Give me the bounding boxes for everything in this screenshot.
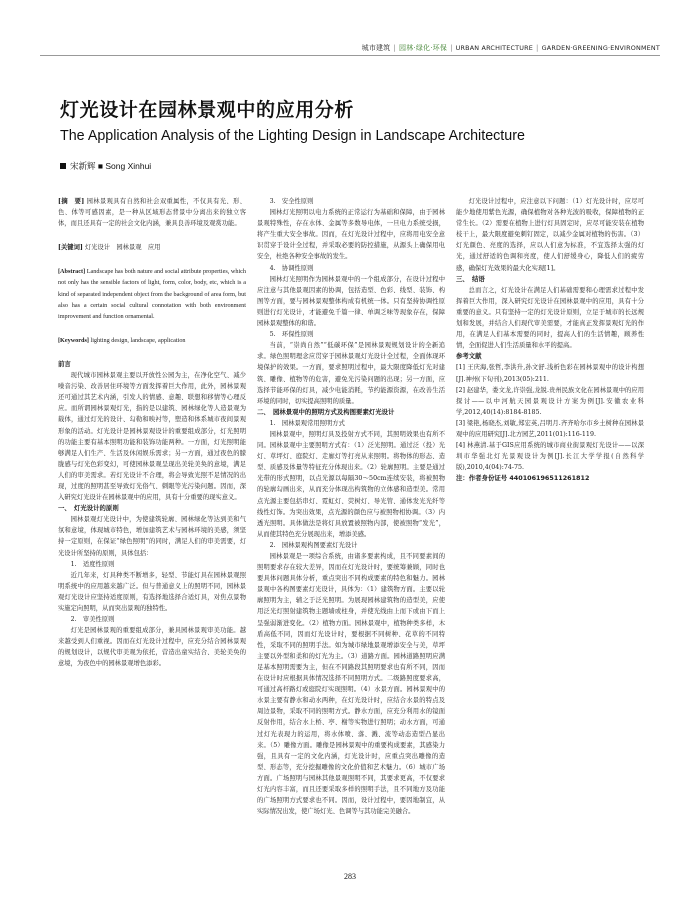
principle-3-heading: 3. 安全性原则 xyxy=(269,198,314,205)
section-2-1-heading: 1. 园林景观常用照明方式 xyxy=(269,419,345,427)
text-column-1 xyxy=(58,196,246,670)
principle-5-text: 当前，“崇尚自然”“低碳环保”是园林景观规划设计的全新追求。绿色照明理念应贯穿于园林景观灯光设计全过程，全面体现环境保护的效果。一方面，要求照明过程中，最大限度降低灯光对建筑、雕像、植物等的危害，避免光污染问题的出现；另一方面，应选择节能环保的灯具，减少电能消耗，节约能源资源，在改善生活环境的同时，切实提高照明的质量。 xyxy=(257,342,445,405)
keywords-zh xyxy=(58,242,246,253)
principle-2-heading: 2. 审美性原则 xyxy=(70,616,115,624)
abstract-text-zh: 园林景观具有自然和社会双重属性，不仅具有光、形、色、体等可感因素，是一种从区域形态背景中分离出来的独立客体，而且还具有一定的社会文化内涵，兼具良善环境及观赏功能。 xyxy=(58,198,246,228)
conclusion-text: 总而言之，灯光设计在满足人们基础需要和心理需求过程中发挥着巨大作用，深入研究灯光设计在园林景观中的应用，具有十分重要的意义。只有坚持一定的灯光设计原则，立足于城市的长远规划和发展，并结合人们现代审美需要，才能真正发挥景观灯光的作用，在满足人们基本需要的同时，提高人们的生活情趣，顾养性情，全面促进人们生活质量和水平的提高。 xyxy=(456,286,644,350)
principle-2-text: 灯光是园林景观的重要组成部分，兼具园林景观审美功能。越来越受到人们重视。因而在灯光设计过程中，应充分结合园林景观的规划设计，以规代审美观为依托，营造出童实结合、美轮美奂的意境，为夜色中的园林景观增色添彩。 xyxy=(58,627,246,668)
principle-4-text: 园林灯光照明作为园林景观中的一个组成部分，在设计过程中应注意与其他景观因素的协调，包括造型、色彩、线型、装饰、构图等方面，要与园林景观整体构成有机统一体。只有坚持协调性原则进行灯光设计，才能避免千篇一律、单调乏味等现象存在，保障园林景观整体的和谐。 xyxy=(257,275,445,328)
author-names: 宋新辉 ■ Song Xinhui xyxy=(70,161,152,171)
section-2-heading: 二、 园林景观中的照明方式及构图要素灯光设计 xyxy=(257,407,395,416)
abstract-label-zh: [摘 要] xyxy=(58,198,85,205)
abstract-en xyxy=(58,266,246,321)
text-column-2 xyxy=(257,196,445,817)
keywords-en xyxy=(58,335,246,346)
page-number: 283 xyxy=(344,872,356,881)
keywords-label-zh: [关键词] xyxy=(58,244,83,252)
reference-item: [4] 林燕清.基于GIS应用系统的城市商业街景观灯光设计——以深圳市华强北灯光景观设计为例[J].长江大学学报(自然科学版),2010,4(04):74-75. xyxy=(456,442,644,472)
abstract-text-en: Landscape has both nature and social attribute properties, which not only has the sensible factors of light, form, color, body, etc, which is a kind of separated independent object from the background of area form, but also has a certain social cultural connotation with both environment improvement and function ornamental. xyxy=(58,268,246,320)
running-head-section: 城市建筑 xyxy=(361,44,391,52)
references-heading: 参考文献 xyxy=(456,352,482,361)
keywords-text-zh: 灯光设计 园林景观 应用 xyxy=(84,244,161,252)
keywords-label-en: [Keywords] xyxy=(58,336,89,344)
abstract-zh xyxy=(58,196,246,229)
principle-3-text: 园林灯光照明以电力系统的正常运行为基础和保障，由于园林景观特殊性，存在水体、金属等多数导电体，一旦电力系统受损，将产生重大安全事故。因而，在灯光设计过程中，应将用电安全意识贯穿于设计全过程，并采取必要的防控措施，从源头上确保用电安全，杜绝各种安全事故的发生。 xyxy=(257,209,445,261)
article-title-zh: 灯光设计在园林景观中的应用分析 xyxy=(60,99,355,121)
foreword-paragraph: 现代城市园林景观主要以开放性公园为主，在净化空气、减少噪音污染、改善居住环境等方面发挥着巨大作用，此外，园林景观还可通过其艺术内涵，引发人的情感、意趣、联想和移情等心理反应。而所谓园林景观灯光，指的是以建筑、园林绿化等人造景观为载体，通过灯光的设计、勾勒和映衬等，塑造和体系城市夜间景观形象的活动。灯光设计是园林景观设计的重要组成部分，灯光照明的功能主要有基本照明功能和装饰功能两种。一方面，灯光照明能够满足人们生产、生活及休闲娱乐需求；另一方面，通过夜色的朦胧感与灯光色彩变幻，可使园林景观呈现出美轮美奂的意境，满足人们的审美需求。若灯光设计不合理，将会导致光照不足情况的出现，过度的照明甚至导致灯光俗气、刺眼等光污染问题。因而，深入研究灯光设计在园林景观中的应用，具有十分重要的现实意义。 xyxy=(58,372,246,502)
header-divider xyxy=(40,55,660,56)
section-1-heading: 一、 灯光设计的原则 xyxy=(58,504,119,513)
keywords-text-en: lighting design, landscape, application xyxy=(90,336,186,344)
article-authors xyxy=(60,160,151,172)
running-head-topic-en: GARDEN·GREENING·ENVIRONMENT xyxy=(541,44,660,52)
section-3-heading: 三、 结语 xyxy=(456,274,485,283)
author-square-bullet xyxy=(60,163,66,169)
principle-5-heading: 5. 环保性原则 xyxy=(269,331,314,339)
section-1-intro: 园林景观灯光设计中，为使建筑轮廓、园林绿化等达到美和气氛和意境，体现城市特色，增加建筑艺术与园林环境的美感，须坚持一定原则，在保证“绿色照明”的同时，满足人们的审美需要，灯光设计所坚持的原则，具体包括： xyxy=(58,516,246,557)
text-column-3 xyxy=(456,196,644,484)
abstract-label-en: [Abstract] xyxy=(58,268,86,276)
principle-4-heading: 4. 协调性原则 xyxy=(269,264,314,272)
reference-item: [2] 赵建华，娄文龙,许崇强,龙锐.贵州民族文化在园林景观中的应用探讨——以中河航天园景观设计方案为例[J].安徽农业科学,2012,40(14):8184-8185. xyxy=(456,386,644,416)
running-head: 城市建筑 | 园林·绿化·环保 | URBAN ARCHITECTURE | GARDEN·GREENING·ENVIRONMENT xyxy=(361,44,660,52)
reference-item: [1] 王庆海,张哲,李洪升,孙文舒.浅析色彩在园林景观中的设计构想[J].神州(下旬刊),2013(05):211. xyxy=(456,364,644,383)
lighting-notes-text: 灯光设计过程中，应注意以下问题：（1）灯光设计时，应尽可能少地使用紫色光源，确保植物对各种光波的吸收，保障植物的正常生长。（2）需要在植物上进行灯具固定时，应尽可能安装在植物枝干上，最大限度避免刺钉固定，以减少金属对植物的伤害。（3）灯光颜色、亮度的选择，应以人们意为标准，不宜选择太强的灯光，通过舒适的色调和亮度，使人们舒缓身心，降低人们的疲劳感，确保灯光效果的最大化实现[1]。 xyxy=(456,198,644,272)
section-2-2-text: 园林景观是一项综合系统，由诸多要素构成，且不同要素间的照明要求存在较大差异，因而在灯光设计时，要统筹兼顾，同时也要具体问题具体分析，重点突出不同构成要素的特色和魅力。园林景观中各构图要素灯光设计，具体为：（1）建筑物方面。主要以轮廓照明为主，辅之于泛光照明。为展现园林建筑物的造型美，应使用泛光灯照射建筑物主题墙或柱身，并使光线由上而下或由下而上呈强弱渐进变化。（2）植物方面。园林景观中，植物种类多样，木盾高低不同，因而灯光设计时，要根据不同树种、花草的不同特性，采取不同的照明手法。如为城市绿地景观增添安全与美，草坪主要以外型和柔和的灯光为主。（3）道路方面。园林道路照明应满足基本照明需要为主，但在不同路段其照明要求也有所不同，因而在设计时应根据具体情况选择不同照明方式。二级路照度要求高，可通过高杆路灯或庭院灯实现照明。（4）水景方面。园林景观中的水景主要有静水和动水两种，在灯光设计时，应结合水景的特点及周边景物，采取不同的照明方式。静水方面，应充分利用水的镜面反射作用，结合水上桥、亭、榭等实物进行照明；动水方面，可通过灯光表现力的运用，将水体喷、落、溅、流等动态造型凸显出来。（5）雕像方面。雕像是园林景观中的重要构成要素，其感染力强，且具有一定的文化内涵，灯光设计时，应重点突出雕像的造型、形态等，充分挖掘雕像的文化价值和艺术魅力。（6）城市广场方面。广场照明与园林其他景观照明不同，其要求更高，不仅要求灯光内容丰富，而且还要采取多样的照明手法，且不同地方及功能的广场照明方式要求也不同。因而，设计过程中，要因地制宜，从实际情况出发，使广场灯光、色调等与其功能完美融合。 xyxy=(257,553,445,816)
article-title-en: The Application Analysis of the Lighting Design in Landscape Architecture xyxy=(60,128,525,144)
principle-1-text: 近几年来，灯具种类不断增多，轻型、节能灯具在园林景观照明系统中的应用越来越广泛。但与普通意义上的照明不同，园林景观灯光设计应坚持适度原则，有选择地选择合适灯具，对焦点景物实施定向照明，从而突出景观的独特性。 xyxy=(58,571,246,612)
author-note: 注：作者身份证号 440106196511261812 xyxy=(456,474,590,483)
foreword-heading: 前言 xyxy=(58,359,71,368)
section-2-1-text: 园林景观中，照明灯具及投射方式不同，其照明效果也有所不同。园林景观中主要照明方式有：（1）泛光照明。通过泛（投）光灯、草坪灯、庭院灯、走廊灯等打亮从来照明。将物体的形态、造型、质感及体量等特征充分体现出来。（2）轮廓照明。主要是通过光带的形式照明，以点光源以每隔30～50cm连续安装，将被照物的轮廓勾画出来，从而充分体现出构筑物的立体感和造型美。常用点光源主要包括串灯、霓虹灯、荧树灯、导光管、通体发光光纤等线性灯饰。为突出效果，点光源的颜色应与被照物相协调。（3）内透光照明。具体做法是将灯具放置被照物内部，使被照物“发光”，从而使其特色充分展现出来，增添美感。 xyxy=(257,430,445,538)
reference-item: [3] 梁艳,杨晓杰,刘敏,郑宏英,吕明月.齐齐哈尔市乡土树种在园林景观中的应用研究[J].北方园艺,2011(01):116-119. xyxy=(456,419,644,438)
principle-1-heading: 1. 适度性原则 xyxy=(70,560,115,568)
running-head-topic: 园林·绿化·环保 xyxy=(399,44,448,52)
running-head-journal-en: URBAN ARCHITECTURE xyxy=(455,44,534,52)
section-2-2-heading: 2. 园林景观构图要素灯光设计 xyxy=(269,541,358,549)
